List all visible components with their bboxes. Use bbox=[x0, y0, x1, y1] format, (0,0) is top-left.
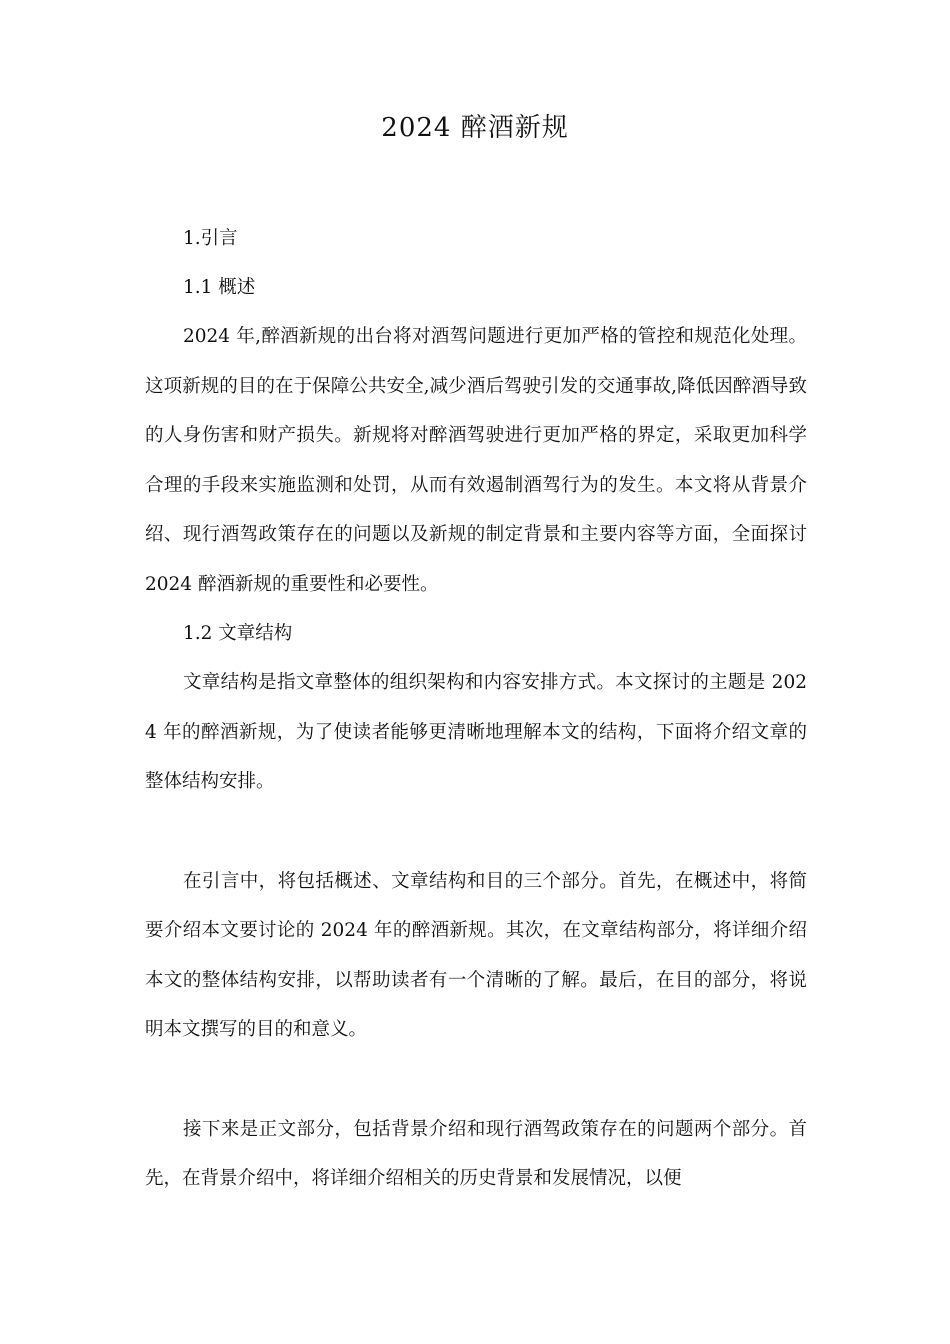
structure-paragraph-3: 接下来是正文部分，包括背景介绍和现行酒驾政策存在的问题两个部分。首先，在背景介绍中，将详细介绍相关的历史背景和发展情况，以便 bbox=[145, 1118, 807, 1189]
paragraph-spacer bbox=[145, 807, 807, 857]
structure-paragraph-2: 在引言中，将包括概述、文章结构和目的三个部分。首先，在概述中，将简要介绍本文要讨论的 2024 年的醉酒新规。其次，在文章结构部分，将详细介绍本文的整体结构安排，以帮助读者有一个清晰的了解。最后，在目的部分，将说明本文撰写的目的和意义。 bbox=[145, 870, 807, 1040]
paragraph-spacer bbox=[145, 1055, 807, 1105]
section-heading-introduction: 1.引言 bbox=[183, 228, 238, 249]
document-title: 2024 醉酒新规 bbox=[381, 113, 569, 143]
section-heading-overview: 1.1 概述 bbox=[183, 277, 256, 298]
structure-paragraph-1: 文章结构是指文章整体的组织架构和内容安排方式。本文探讨的主题是 2024 年的醉酒新规，为了使读者能够更清晰地理解本文的结构，下面将介绍文章的整体结构安排。 bbox=[145, 672, 807, 792]
section-heading-article-structure: 1.2 文章结构 bbox=[183, 623, 293, 644]
overview-paragraph: 2024 年,醉酒新规的出台将对酒驾问题进行更加严格的管控和规范化处理。这项新规的目的在于保障公共安全,减少酒后驾驶引发的交通事故,降低因醉酒导致的人身伤害和财产损失。新规将对醉酒驾驶进行更加严格的界定，采取更加科学合理的手段来实施监测和处罚，从而有效遏制酒驾行为的发生。本文将从背景介绍、现行酒驾政策存在的问题以及新规的制定背景和主要内容等方面，全面探讨 2024 醉酒新规的重要性和必要性。 bbox=[145, 326, 807, 595]
document-body bbox=[145, 214, 807, 1204]
